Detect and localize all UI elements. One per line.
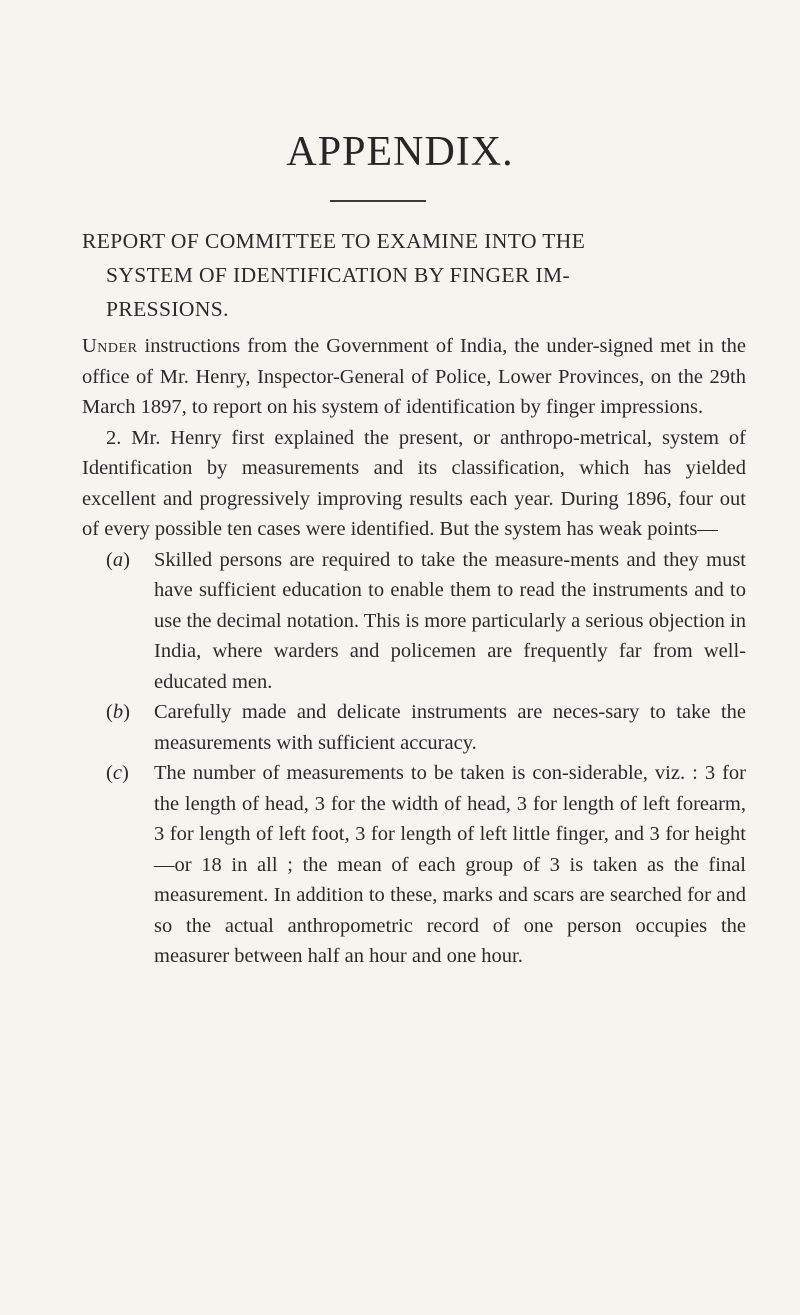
list-item-c [82, 758, 746, 972]
paragraph-1-lead: Under [82, 335, 138, 357]
report-title [82, 224, 742, 326]
paragraph-1-text: instructions from the Government of India, the under-signed met in the office of Mr. Henry, Inspector-General of Police, Lower Provinces, on the 29th March 1897, to report on his system of identification by finger impressions. [82, 335, 746, 418]
report-body [82, 331, 746, 972]
list-item-a-text: Skilled persons are required to take the measure-ments and they must have sufficient education to enable them to read the instruments and to use the decimal notation. This is more particularly a serious objection in India, where warders and policemen are frequently far from well-educated men. [154, 548, 746, 693]
list-item-c-text: The number of measurements to be taken is con-siderable, viz. : 3 for the length of head, 3 for the width of head, 3 for length of left forearm, 3 for length of left foot, 3 for length of left little finger, and 3 for height—or 18 in all ; the mean of each group of 3 is taken as the final measurement. In addition to these, marks and scars are searched for and so the actual anthropometric record of one person occupies the measurer between half an hour and one hour. [154, 762, 746, 967]
list-item-a [82, 545, 746, 698]
list-item-b-text: Carefully made and delicate instruments are neces-sary to take the measurements with sufficient accuracy. [154, 701, 746, 754]
paragraph-2: 2. Mr. Henry first explained the present, or anthropo-metrical, system of Identification by measurements and its classification, which has yielded excellent and progressively improving results each year. During 1896, four out of every possible ten cases were identified. But the system has weak points— [82, 426, 746, 540]
heading-rule [330, 200, 426, 202]
report-title-line-3: PRESSIONS. [106, 297, 229, 321]
appendix-heading: APPENDIX. [286, 129, 514, 175]
paragraph-1 [82, 331, 746, 423]
list-item-b [82, 697, 746, 758]
list-item-a-marker: (a) [106, 548, 130, 571]
report-title-line-2: SYSTEM OF IDENTIFICATION BY FINGER IM- [106, 263, 571, 287]
list-item-b-marker: (b) [106, 701, 130, 723]
list-item-c-marker: (c) [106, 762, 129, 784]
report-title-line-1: REPORT OF COMMITTEE TO EXAMINE INTO THE [82, 229, 586, 253]
